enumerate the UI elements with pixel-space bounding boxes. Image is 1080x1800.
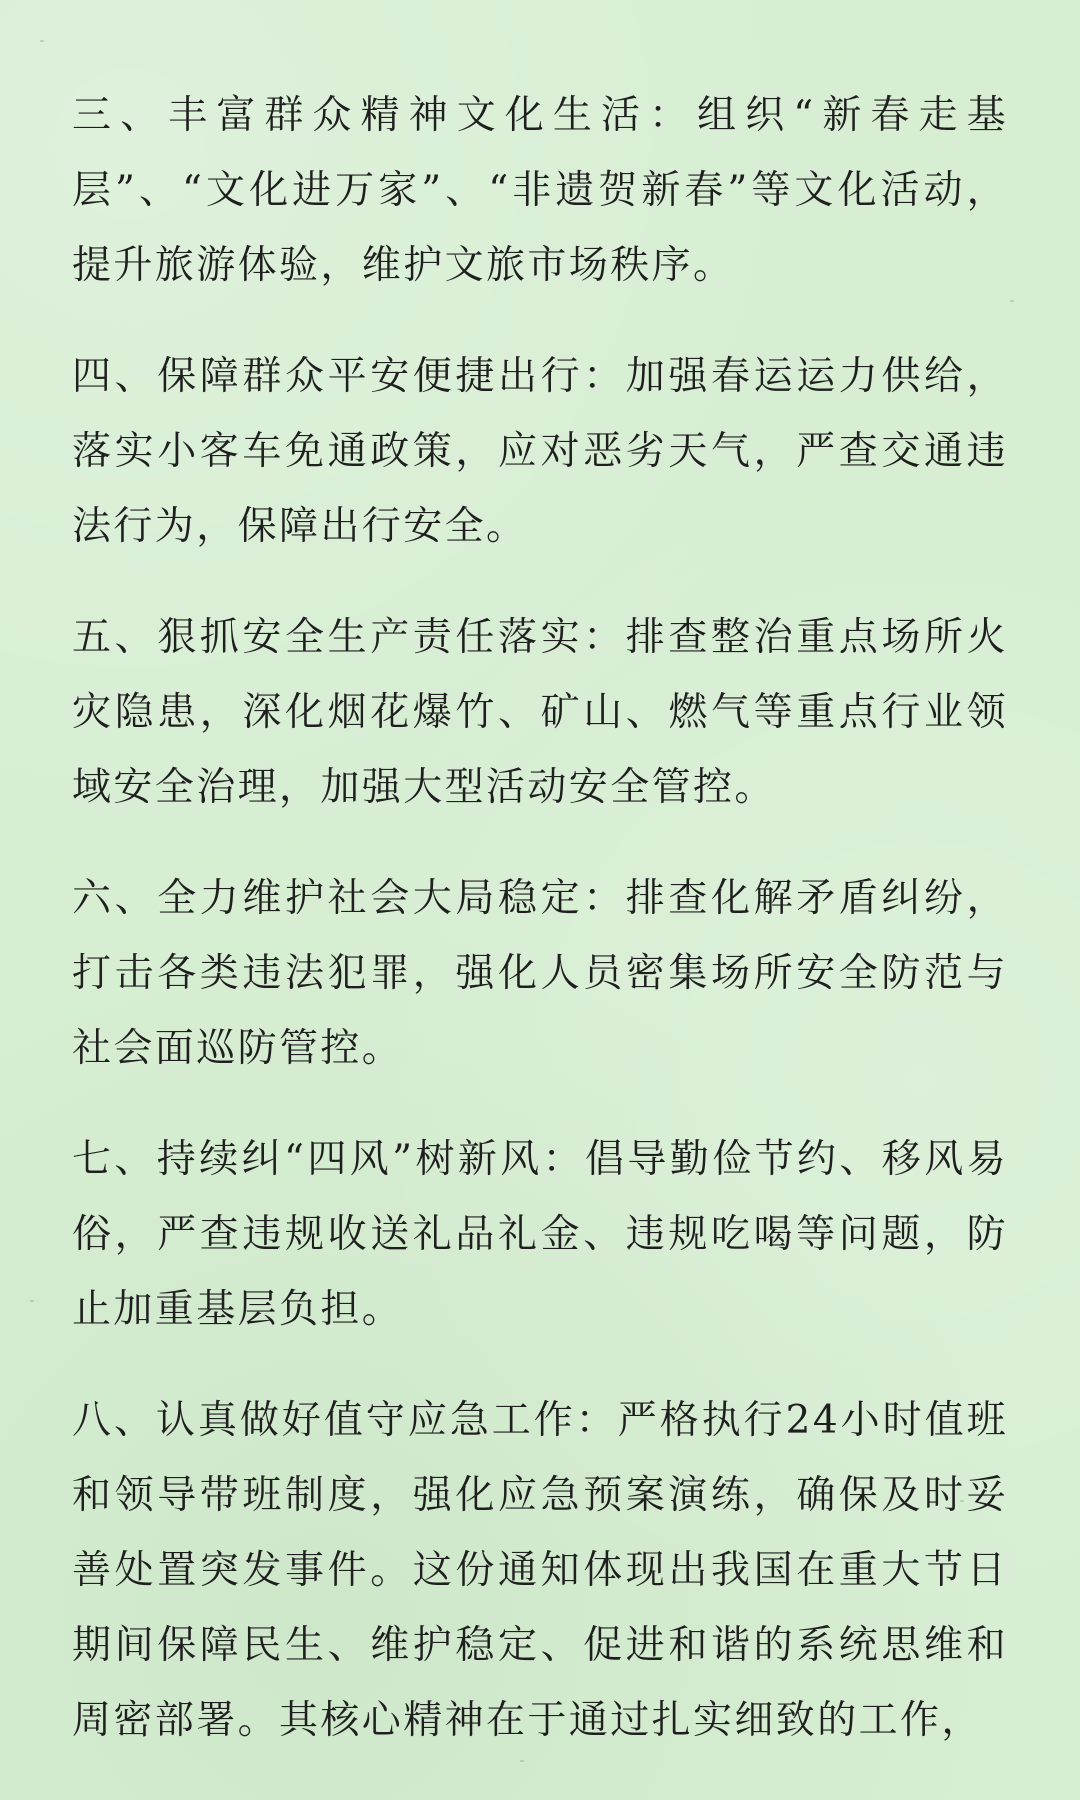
paper-speck	[30, 1300, 34, 1302]
paper-speck	[960, 1500, 964, 1502]
paragraph-section-8: 八、认真做好值守应急工作：严格执行24小时值班和领导带班制度，强化应急预案演练，确保及时妥善处置突发事件。这份通知体现出我国在重大节日期间保障民生、维护稳定、促进和谐的系统思维和周密部署。其核心精神在于通过扎实细致的工作，	[72, 1398, 1008, 1743]
paragraph-section-4: 四、保障群众平安便捷出行：加强春运运力供给，落实小客车免通政策，应对恶劣天气，严查交通违法行为，保障出行安全。	[72, 354, 1008, 549]
paragraph-section-5: 五、狠抓安全生产责任落实：排查整治重点场所火灾隐患，深化烟花爆竹、矿山、燃气等重点行业领域安全治理，加强大型活动安全管控。	[72, 615, 1008, 810]
paragraph-section-6: 六、全力维护社会大局稳定：排查化解矛盾纠纷，打击各类违法犯罪，强化人员密集场所安全防范与社会面巡防管控。	[72, 876, 1008, 1071]
paper-speck	[40, 40, 44, 42]
paper-speck	[520, 1760, 524, 1762]
paper-speck	[1010, 300, 1014, 302]
document-body	[72, 78, 1008, 1758]
paragraph-section-3: 三、丰富群众精神文化生活：组织“新春走基层”、“文化进万家”、“非遗贺新春”等文化活动，提升旅游体验，维护文旅市场秩序。	[72, 93, 1008, 288]
paragraph-section-7: 七、持续纠“四风”树新风：倡导勤俭节约、移风易俗，严查违规收送礼品礼金、违规吃喝等问题，防止加重基层负担。	[72, 1137, 1008, 1332]
